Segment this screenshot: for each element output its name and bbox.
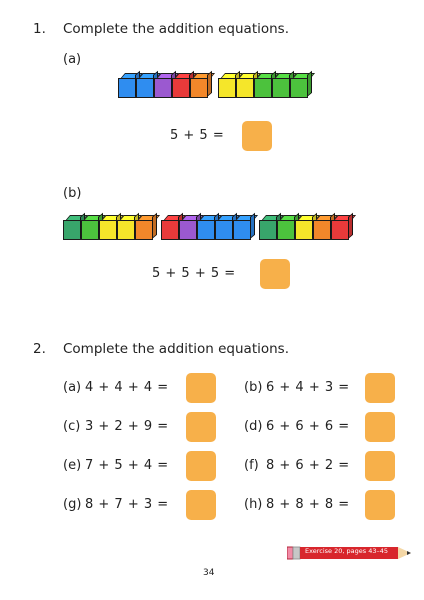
- q2-item-equation: 8 + 7 + 3 =: [85, 497, 169, 512]
- answer-box-a[interactable]: [242, 121, 272, 151]
- q2-item-label: (e): [63, 458, 82, 473]
- q2-item-label: (a): [63, 380, 82, 395]
- q2-answer-box[interactable]: [186, 373, 216, 403]
- cube-rods-b: [63, 215, 393, 245]
- q2-item-label: (b): [244, 380, 263, 395]
- exercise-reference: Exercise 20, pages 43–45: [305, 547, 388, 555]
- q2-item-equation: 4 + 4 + 4 =: [85, 380, 169, 395]
- q2-item-label: (g): [63, 497, 82, 512]
- q2-item-equation: 8 + 8 + 8 =: [266, 497, 350, 512]
- q2-item-label: (f): [244, 458, 259, 473]
- q2-answer-box[interactable]: [365, 412, 395, 442]
- q2-item-equation: 7 + 5 + 4 =: [85, 458, 169, 473]
- q2-item-equation: 6 + 6 + 6 =: [266, 419, 350, 434]
- q2-item-label: (d): [244, 419, 263, 434]
- q2-item-equation: 6 + 4 + 3 =: [266, 380, 350, 395]
- part-a-label: (a): [63, 52, 82, 67]
- q2-item-equation: 3 + 2 + 9 =: [85, 419, 169, 434]
- answer-box-b[interactable]: [260, 259, 290, 289]
- cube-rods-a: [118, 73, 328, 103]
- q2-item-label: (c): [63, 419, 81, 434]
- question-1-number: 1.: [33, 21, 46, 37]
- question-2-instruction: Complete the addition equations.: [63, 341, 289, 357]
- q2-answer-box[interactable]: [186, 490, 216, 520]
- page-number: 34: [203, 568, 215, 578]
- part-b-equation: 5 + 5 + 5 =: [152, 266, 236, 281]
- q2-answer-box[interactable]: [365, 451, 395, 481]
- part-a-equation: 5 + 5 =: [170, 128, 225, 143]
- q2-answer-box[interactable]: [365, 490, 395, 520]
- question-2-number: 2.: [33, 341, 46, 357]
- part-b-label: (b): [63, 186, 82, 201]
- q2-item-equation: 8 + 6 + 2 =: [266, 458, 350, 473]
- q2-answer-box[interactable]: [365, 373, 395, 403]
- question-1-instruction: Complete the addition equations.: [63, 21, 289, 37]
- q2-answer-box[interactable]: [186, 412, 216, 442]
- q2-answer-box[interactable]: [186, 451, 216, 481]
- q2-item-label: (h): [244, 497, 263, 512]
